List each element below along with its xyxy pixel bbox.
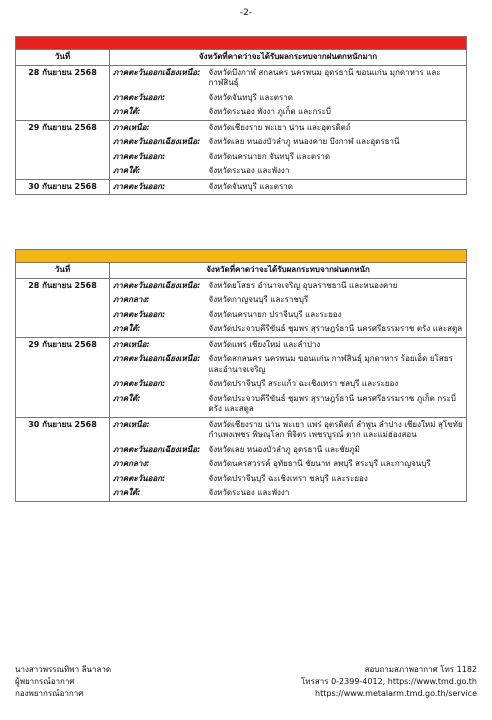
region-label: ภาคใต้: bbox=[110, 322, 206, 337]
page-number: -2- bbox=[239, 8, 253, 18]
provinces-text: จังหวัดสกลนคร นครพนม ขอนแก่น กาฬสินธุ์ มุกดาหาร ร้อยเอ็ด ยโสธร และอำนาจเจริญ bbox=[206, 352, 467, 377]
region-label: ภาคเหนือ: bbox=[110, 337, 206, 352]
provinces-text: จังหวัดปราจีนบุรี ฉะเชิงเทรา ชลบุรี และระยอง bbox=[206, 472, 467, 487]
region-label: ภาคตะวันออก: bbox=[110, 150, 206, 165]
table-header bbox=[16, 263, 467, 279]
footer-forecaster bbox=[15, 664, 111, 700]
contact-fax-website: โทรสาร 0-2399-4012, https://www.tmd.go.th bbox=[301, 677, 477, 686]
table-row bbox=[16, 120, 467, 135]
provinces-text: จังหวัดกาญจนบุรี และราชบุรี bbox=[206, 293, 467, 308]
provinces-text: จังหวัดเชียงราย พะเยา น่าน และอุตรดิตถ์ bbox=[206, 120, 467, 135]
region-label: ภาคใต้: bbox=[110, 105, 206, 120]
date-cell: 29 กันยายน 2568 bbox=[16, 337, 110, 417]
very-heavy-rain-table bbox=[15, 36, 467, 195]
provinces-text: จังหวัดประจวบคีรีขันธ์ ชุมพร สุราษฎร์ธานี นครศรีธรรมราช ตรัง และสตูล bbox=[206, 322, 467, 337]
footer-contact bbox=[301, 664, 477, 700]
region-label: ภาคตะวันออกเฉียงเหนือ: bbox=[110, 443, 206, 458]
date-cell: 30 กันยายน 2568 bbox=[16, 179, 110, 195]
region-label: ภาคตะวันออกเฉียงเหนือ: bbox=[110, 278, 206, 293]
date-cell: 30 กันยายน 2568 bbox=[16, 417, 110, 501]
date-cell: 28 กันยายน 2568 bbox=[16, 65, 110, 120]
provinces-text: จังหวัดจันทบุรี และตราด bbox=[206, 179, 467, 195]
provinces-text: จังหวัดระนอง และพังงา bbox=[206, 486, 467, 501]
heavy-rain-table bbox=[15, 249, 467, 502]
region-label: ภาคตะวันออกเฉียงเหนือ: bbox=[110, 65, 206, 91]
provinces-text: จังหวัดเลย หนองบัวลำภู หนองคาย บึงกาฬ และอุดรธานี bbox=[206, 135, 467, 150]
severity-bar bbox=[16, 37, 467, 50]
region-label: ภาคเหนือ: bbox=[110, 417, 206, 443]
forecaster-name: นางสาวพรรณทิพา ลีนาลาด bbox=[15, 665, 112, 674]
region-label: ภาคตะวันออกเฉียงเหนือ: bbox=[110, 352, 206, 377]
region-label: ภาคกลาง: bbox=[110, 293, 206, 308]
provinces-text: จังหวัดเลย หนองบัวลำภู อุดรธานี และชัยภูมิ bbox=[206, 443, 467, 458]
region-label: ภาคตะวันออก: bbox=[110, 179, 206, 195]
region-label: ภาคใต้: bbox=[110, 486, 206, 501]
provinces-text: จังหวัดนครสวรรค์ อุทัยธานี ชัยนาท ลพบุรี สระบุรี และกาญจนบุรี bbox=[206, 457, 467, 472]
severity-color-cell bbox=[16, 37, 467, 50]
contact-service-link[interactable]: https://www.metalarm.tmd.go.th/service bbox=[315, 689, 477, 698]
provinces-text: จังหวัดเชียงราย น่าน พะเยา แพร่ อุตรดิตถ์ ลำพูน ลำปาง เชียงใหม่ สุโขทัย กำแพงเพชร พิษณุโลก พิจิตร เพชรบูรณ์ ตาก และแม่ฮ่องสอน bbox=[206, 417, 467, 443]
provinces-text: จังหวัดบึงกาฬ สกลนคร นครพนม อุดรธานี ขอนแก่น มุกดาหาร และกาฬสินธุ์ bbox=[206, 65, 467, 91]
provinces-text: จังหวัดยโสธร อำนาจเจริญ อุบลราชธานี และหนองคาย bbox=[206, 278, 467, 293]
provinces-text: จังหวัดระนอง และพังงา bbox=[206, 164, 467, 179]
date-cell: 29 กันยายน 2568 bbox=[16, 120, 110, 179]
date-column-header: วันที่ bbox=[16, 50, 110, 66]
region-label: ภาคใต้: bbox=[110, 164, 206, 179]
table-row bbox=[16, 417, 467, 443]
provinces-text: จังหวัดนครนายก จันทบุรี และตราด bbox=[206, 150, 467, 165]
date-column-header: วันที่ bbox=[16, 263, 110, 279]
provinces-text: จังหวัดจันทบุรี และตราด bbox=[206, 91, 467, 106]
table-row bbox=[16, 278, 467, 293]
region-label: ภาคตะวันออก: bbox=[110, 308, 206, 323]
provinces-text: จังหวัดแพร่ เชียงใหม่ และลำปาง bbox=[206, 337, 467, 352]
region-label: ภาคเหนือ: bbox=[110, 120, 206, 135]
provinces-column-header: จังหวัดที่คาดว่าจะได้รับผลกระทบจากฝนตกหนัก bbox=[110, 263, 467, 279]
region-label: ภาคใต้: bbox=[110, 392, 206, 418]
provinces-text: จังหวัดปราจีนบุรี สระแก้ว ฉะเชิงเทรา ชลบุรี และระยอง bbox=[206, 377, 467, 392]
table-header bbox=[16, 50, 467, 66]
region-label: ภาคตะวันออก: bbox=[110, 377, 206, 392]
region-label: ภาคตะวันออก: bbox=[110, 472, 206, 487]
severity-color-cell bbox=[16, 250, 467, 263]
provinces-text: จังหวัดระนอง พังงา ภูเก็ต และกระบี่ bbox=[206, 105, 467, 120]
region-label: ภาคกลาง: bbox=[110, 457, 206, 472]
region-label: ภาคตะวันออก: bbox=[110, 91, 206, 106]
severity-bar bbox=[16, 250, 467, 263]
provinces-text: จังหวัดประจวบคีรีขันธ์ ชุมพร สุราษฎร์ธานี นครศรีธรรมราช ภูเก็ต กระบี่ ตรัง และสตูล bbox=[206, 392, 467, 418]
contact-phone: สอบถามสภาพอากาศ โทร 1182 bbox=[364, 665, 477, 674]
table-row bbox=[16, 337, 467, 352]
table-row bbox=[16, 65, 467, 91]
region-label: ภาคตะวันออกเฉียงเหนือ: bbox=[110, 135, 206, 150]
provinces-text: จังหวัดนครนายก ปราจีนบุรี และระยอง bbox=[206, 308, 467, 323]
forecaster-division: กองพยากรณ์อากาศ bbox=[15, 689, 84, 698]
provinces-column-header: จังหวัดที่คาดว่าจะได้รับผลกระทบจากฝนตกหนักมาก bbox=[110, 50, 467, 66]
date-cell: 28 กันยายน 2568 bbox=[16, 278, 110, 337]
forecaster-title: ผู้พยากรณ์อากาศ bbox=[15, 677, 75, 686]
table-row bbox=[16, 179, 467, 195]
